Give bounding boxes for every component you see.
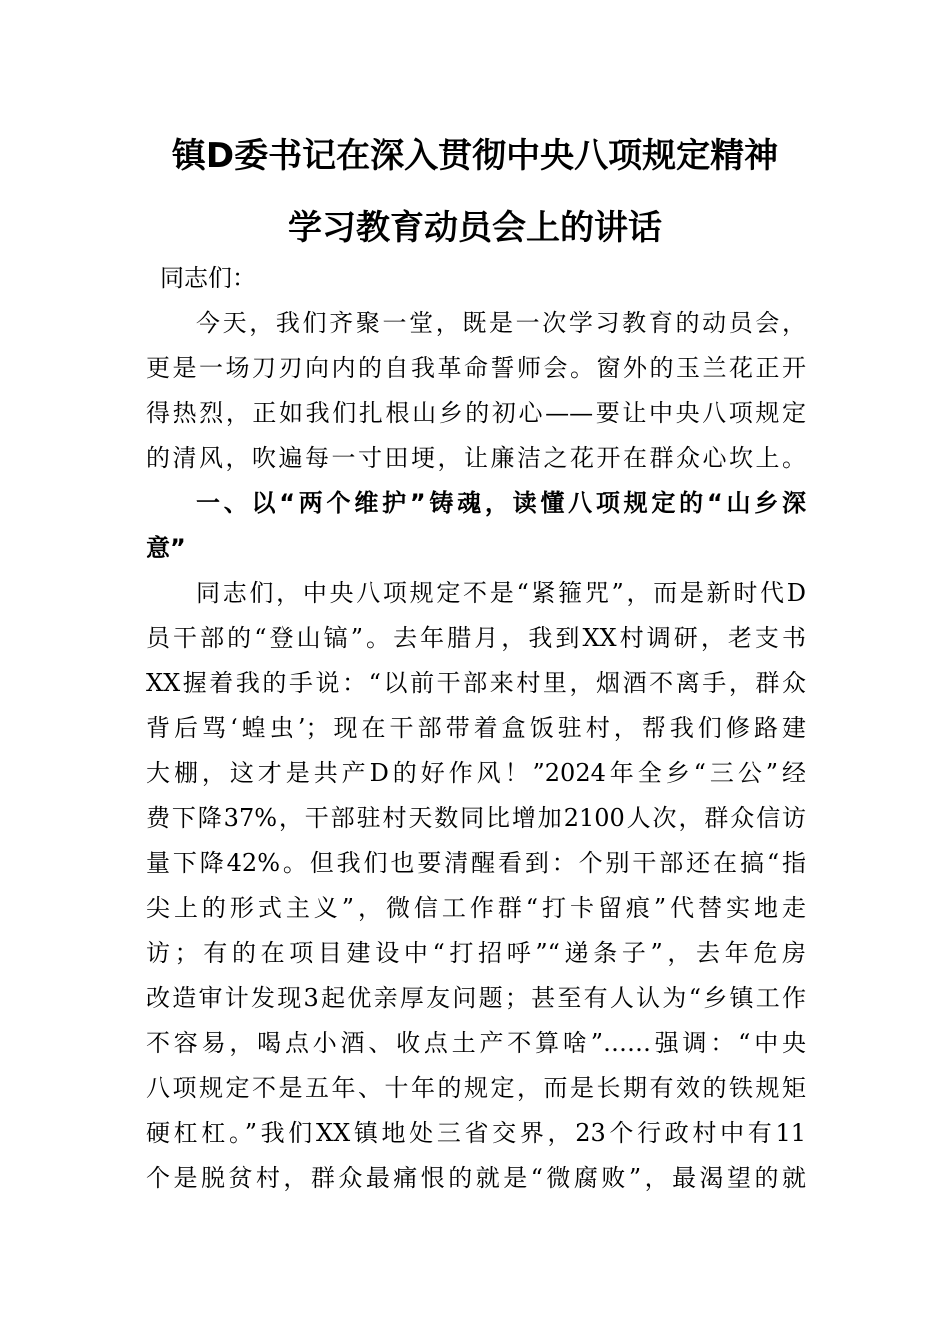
paragraph-2-line: 改造审计发现3起优亲厚友问题；甚至有人认为“乡镇工作 — [146, 984, 806, 1012]
paragraph-1-line: 得热烈，正如我们扎根山乡的初心——要让中央八项规定 — [146, 399, 806, 427]
paragraph-2-line: 大棚，这才是共产D的好作风！”2024年全乡“三公”经 — [146, 759, 806, 787]
section-1-heading-cont: 意” — [146, 534, 186, 562]
paragraph-2-line: 不容易，喝点小酒、收点土产不算啥”……强调：“中央 — [146, 1029, 806, 1057]
paragraph-2-line: 员干部的“登山镐”。去年腊月，我到XX村调研，老支书 — [146, 624, 806, 652]
salutation: 同志们： — [160, 264, 256, 292]
paragraph-2-line: 个是脱贫村，群众最痛恨的就是“微腐败”，最渴望的就 — [146, 1164, 806, 1192]
document-title-line-1: 镇D委书记在深入贯彻中央八项规定精神 — [171, 136, 779, 176]
paragraph-1-line: 更是一场刀刃向内的自我革命誓师会。窗外的玉兰花正开 — [146, 354, 806, 382]
document-title-line-2: 学习教育动员会上的讲话 — [288, 208, 662, 248]
paragraph-2-line: 尖上的形式主义”，微信工作群“打卡留痕”代替实地走 — [146, 894, 806, 922]
paragraph-2-line: 同志们，中央八项规定不是“紧箍咒”，而是新时代D — [196, 579, 806, 607]
paragraph-2-line: XX握着我的手说：“以前干部来村里，烟酒不离手，群众 — [146, 669, 806, 697]
paragraph-2-line: 量下降42%。但我们也要清醒看到：个别干部还在搞“指 — [146, 849, 806, 877]
paragraph-2-line: 硬杠杠。”我们XX镇地处三省交界，23个行政村中有11 — [146, 1119, 806, 1147]
paragraph-2-line: 背后骂‘蝗虫’；现在干部带着盒饭驻村，帮我们修路建 — [146, 714, 806, 742]
paragraph-1-line: 今天，我们齐聚一堂，既是一次学习教育的动员会， — [196, 309, 806, 337]
section-1-heading: 一、以“两个维护”铸魂，读懂八项规定的“山乡深 — [196, 489, 806, 517]
paragraph-2-line: 八项规定不是五年、十年的规定，而是长期有效的铁规矩 — [146, 1074, 806, 1102]
paragraph-1-line: 的清风，吹遍每一寸田埂，让廉洁之花开在群众心坎上。 — [146, 444, 806, 472]
paragraph-2-line: 费下降37%，干部驻村天数同比增加2100人次，群众信访 — [146, 804, 806, 832]
paragraph-2-line: 访；有的在项目建设中“打招呼”“递条子”，去年危房 — [146, 939, 806, 967]
